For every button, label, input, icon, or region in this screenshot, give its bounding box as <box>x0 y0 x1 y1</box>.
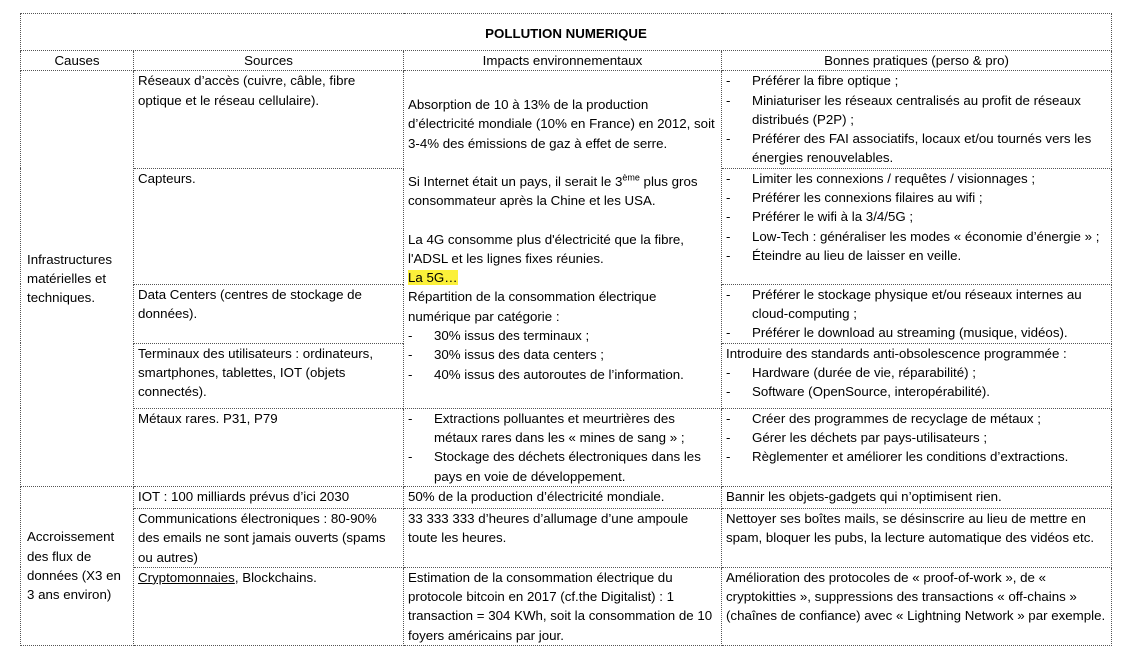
list-item: - Préférer le stockage physique et/ou réseaux internes au cloud-computing ; <box>726 285 1107 324</box>
pollution-table <box>20 13 1112 646</box>
practices-cell <box>722 408 1112 486</box>
table-row <box>21 567 1112 645</box>
table-row <box>21 408 1112 486</box>
list-item: - Préférer la fibre optique ; <box>726 71 1107 90</box>
practices-intro: Introduire des standards anti-obsolescence programmée : <box>726 345 1067 361</box>
practices-list <box>726 285 1107 343</box>
source-cell: Terminaux des utilisateurs : ordinateurs, smartphones, tablettes, IOT (objets connectés). <box>134 343 404 408</box>
practices-cell: Bannir les objets-gadgets qui n’optimisent rien. <box>722 486 1112 508</box>
source-cell: Capteurs. <box>134 168 404 284</box>
list-item: - Software (OpenSource, interopérabilité). <box>726 382 1107 401</box>
list-item: - 30% issus des terminaux ; <box>408 326 717 345</box>
list-item: - 30% issus des data centers ; <box>408 345 717 364</box>
list-item: - Préférer le wifi à la 3/4/5G ; <box>726 207 1107 226</box>
practices-cell <box>722 343 1112 408</box>
source-text: , Blockchains. <box>234 569 317 585</box>
source-cell: Communications électroniques : 80-90% des emails ne sont jamais ouverts (spams ou autres) <box>134 508 404 567</box>
list-item: - Stockage des déchets électroniques dans les pays en voie de développement. <box>408 447 717 486</box>
source-cell: IOT : 100 milliards prévus d’ici 2030 <box>134 486 404 508</box>
list-item: - Miniaturiser les réseaux centralisés au profit de réseaux distribués (P2P) ; <box>726 91 1107 130</box>
list-item: - Préférer le download au streaming (musique, vidéos). <box>726 323 1107 342</box>
table-row <box>21 486 1112 508</box>
impact-paragraph: Absorption de 10 à 13% de la production d’électricité mondiale (10% en France) en 2012, soit 3-4% des émissions de gaz à effet de serre. <box>408 97 715 151</box>
source-underlined: Cryptomonnaies <box>138 569 235 585</box>
header-impacts: Impacts environnementaux <box>404 51 722 71</box>
header-causes: Causes <box>21 51 134 71</box>
list-item: - Low-Tech : généraliser les modes « économie d’énergie » ; <box>726 227 1107 246</box>
source-cell: Data Centers (centres de stockage de données). <box>134 284 404 343</box>
table-title <box>21 14 1112 51</box>
practices-list <box>726 363 1107 402</box>
impact-cell: 50% de la production d’électricité mondiale. <box>404 486 722 508</box>
source-cell: Métaux rares. P31, P79 <box>134 408 404 486</box>
practices-cell <box>722 71 1112 168</box>
list-item: - Préférer des FAI associatifs, locaux et/ou tournés vers les énergies renouvelables. <box>726 129 1107 168</box>
table-row <box>21 71 1112 168</box>
impact-list <box>408 326 717 384</box>
header-sources: Sources <box>134 51 404 71</box>
header-practices: Bonnes pratiques (perso & pro) <box>722 51 1112 71</box>
list-item: - Préférer les connexions filaires au wifi ; <box>726 188 1107 207</box>
practices-cell: Amélioration des protocoles de « proof-of-work », de « cryptokitties », suppressions des transactions « off-chains » (chaînes de confiance) avec « Lightning Network » par exemple. <box>722 567 1112 645</box>
practices-list <box>726 169 1107 265</box>
source-cell <box>134 567 404 645</box>
impact-paragraph <box>408 172 717 211</box>
impact-paragraph <box>408 268 717 287</box>
cause-infrastructures: Infrastructures matérielles et techniques. <box>21 71 134 487</box>
practices-cell: Nettoyer ses boîtes mails, se désinscrire au lieu de mettre en spam, bloquer les pubs, la lecture automatique des vidéos etc. <box>722 508 1112 567</box>
list-item: - Créer des programmes de recyclage de métaux ; <box>726 409 1107 428</box>
table-title-text: POLLUTION NUMERIQUE <box>485 25 647 41</box>
impact-cell: Estimation de la consommation électrique du protocole bitcoin en 2017 (cf.the Digitalist) : 1 transaction = 304 KWh, soit la consommation de 10 foyers américains par jour. <box>404 567 722 645</box>
impact-text: plus gros consommateur après la Chine et les USA. <box>408 174 698 209</box>
practices-list <box>726 71 1107 167</box>
list-item: - Gérer les déchets par pays-utilisateurs ; <box>726 428 1107 447</box>
practices-cell <box>722 284 1112 343</box>
practices-cell <box>722 168 1112 284</box>
practices-list <box>726 409 1107 467</box>
table-row <box>21 508 1112 567</box>
impact-paragraph: Répartition de la consommation électrique numérique par catégorie : <box>408 289 657 324</box>
list-item: - Règlementer et améliorer les conditions d’extractions. <box>726 447 1107 466</box>
list-item: - Extractions polluantes et meurtrières des métaux rares dans les « mines de sang » ; <box>408 409 717 448</box>
impact-paragraph: La 4G consomme plus d'électricité que la fibre, l'ADSL et les lignes fixes réunies. <box>408 231 685 266</box>
source-cell: Réseaux d’accès (cuivre, câble, fibre optique et le réseau cellulaire). <box>134 71 404 168</box>
list-item: - Limiter les connexions / requêtes / visionnages ; <box>726 169 1107 188</box>
impact-text: Si Internet était un pays, il serait le 3 <box>408 174 623 189</box>
impact-cell: 33 333 333 d’heures d’allumage d’une ampoule toute les heures. <box>404 508 722 567</box>
list-item: - 40% issus des autoroutes de l’information. <box>408 365 717 384</box>
impact-cell <box>404 408 722 486</box>
impact-shared-cell <box>404 71 722 408</box>
list-item: - Hardware (durée de vie, réparabilité) ; <box>726 363 1107 382</box>
superscript: ème <box>622 172 640 183</box>
list-item: - Éteindre au lieu de laisser en veille. <box>726 246 1107 265</box>
highlighted-text: La 5G… <box>408 270 458 286</box>
cause-data-flows: Accroissement des flux de données (X3 en 3 ans environ) <box>21 486 134 645</box>
impact-list <box>408 409 717 486</box>
